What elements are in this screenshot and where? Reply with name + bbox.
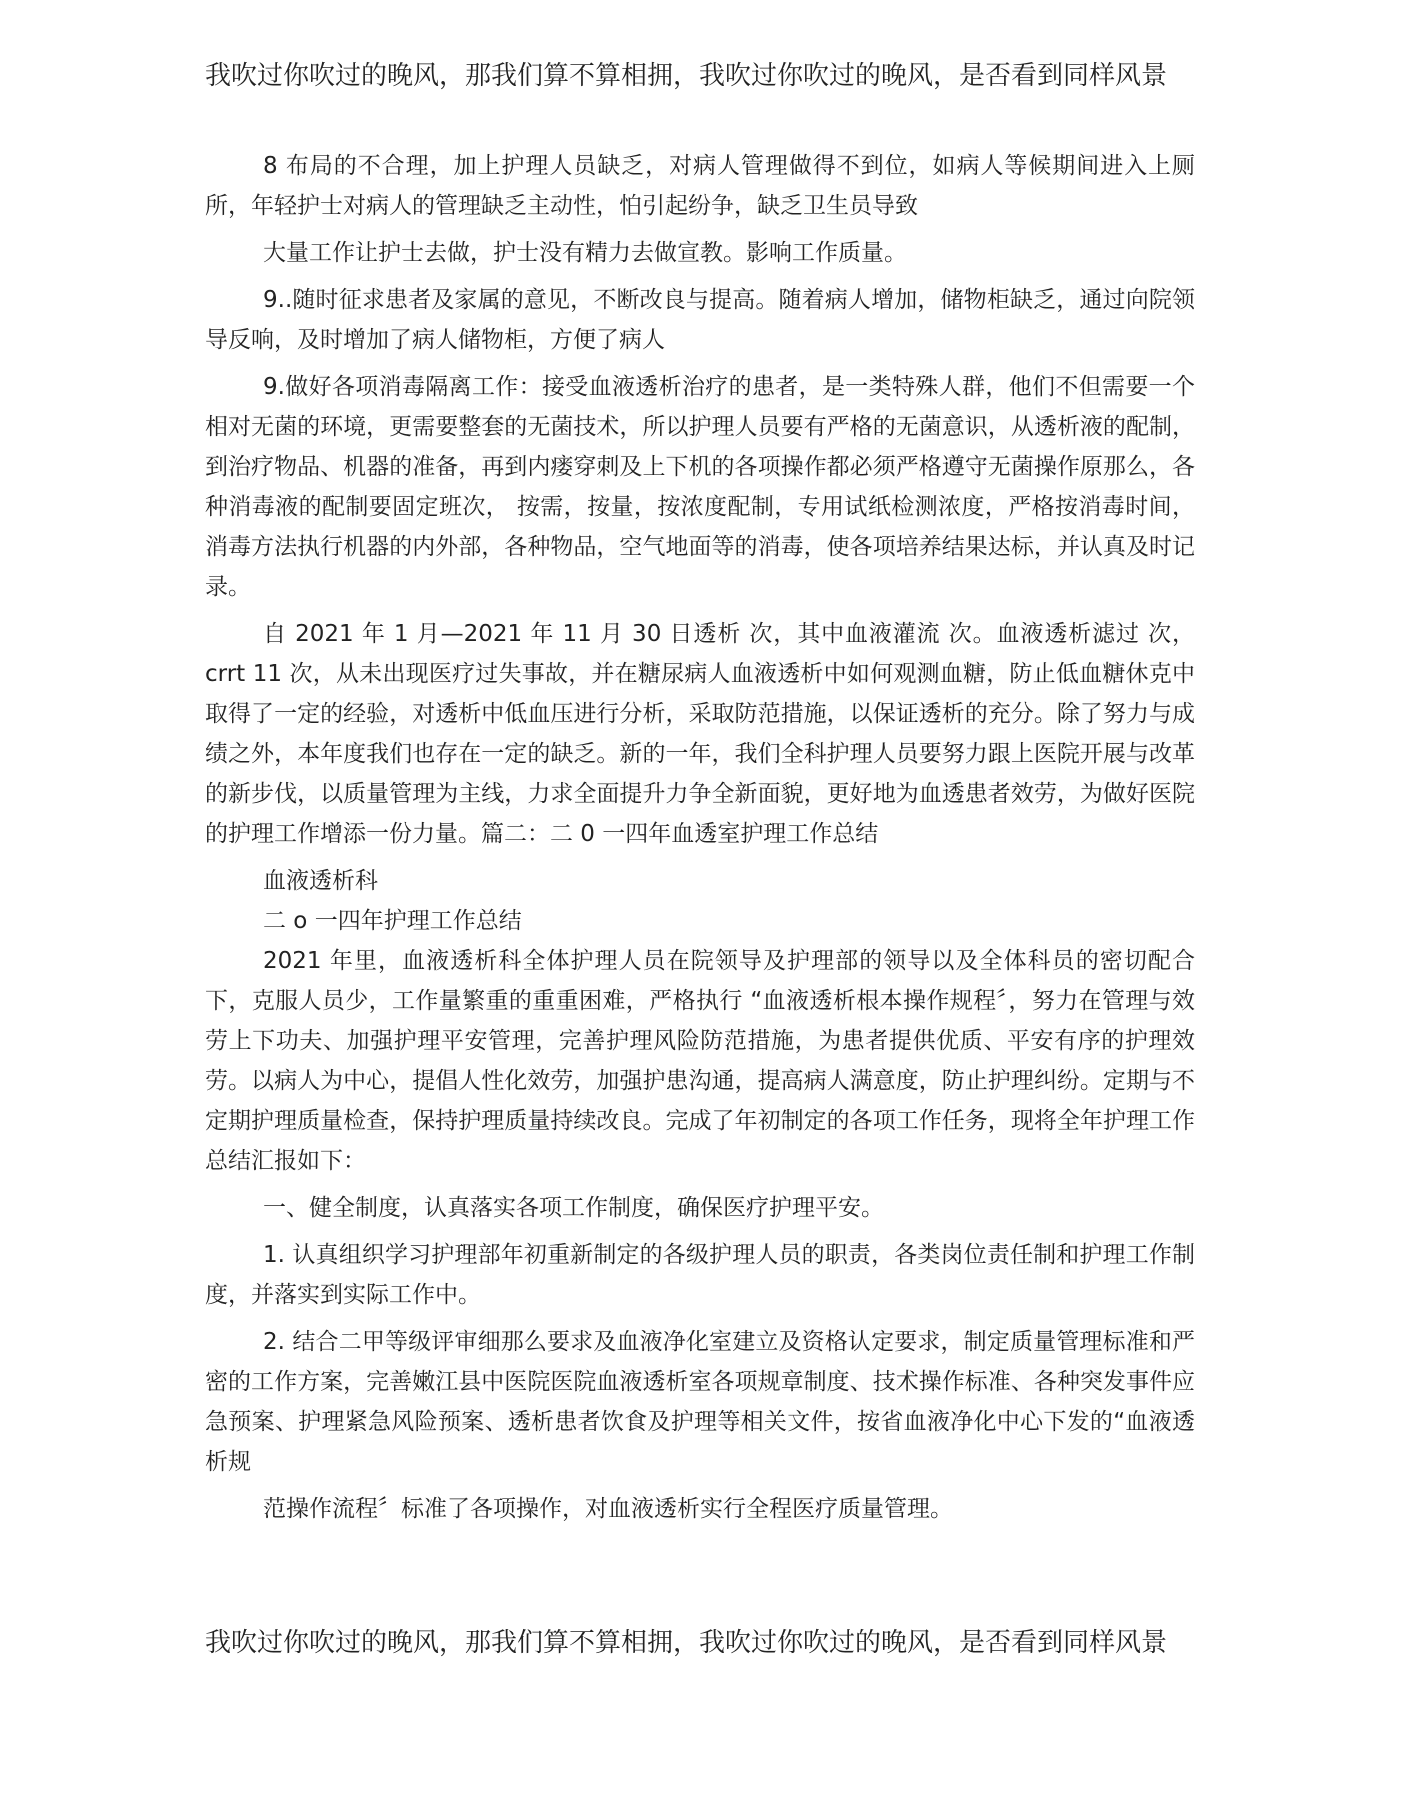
paragraph: 大量工作让护士去做，护士没有精力去做宣教。影响工作质量。 xyxy=(263,240,907,266)
paragraph: 8 布局的不合理，加上护理人员缺乏，对病人管理做得不到位，如病人等候期间进入上厕所，年轻护士对病人的管理缺乏主动性，怕引起纷争，缺乏卫生员导致 xyxy=(205,153,1195,219)
paragraph: 9..随时征求患者及家属的意见，不断改良与提高。随着病人增加，储物柜缺乏，通过向院领导反响，及时增加了病人储物柜，方便了病人 xyxy=(205,287,1195,353)
paragraph: 一、健全制度，认真落实各项工作制度，确保医疗护理平安。 xyxy=(263,1195,884,1221)
paragraph: 二 o 一四年护理工作总结 xyxy=(263,908,522,934)
paragraph: 9.做好各项消毒隔离工作：接受血液透析治疗的患者，是一类特殊人群，他们不但需要一个相对无菌的环境，更需要整套的无菌技术，所以护理人员要有严格的无菌意识，从透析液的配制，到治疗物品、机器的准备，再到内瘘穿刺及上下机的各项操作都必须严格遵守无菌操作原那么，各种消毒液的配制要固定班次， 按需，按量，按浓度配制，专用试纸检测浓度，严格按消毒时间，消毒方法执行机器的内外部，各种物品，空气地面等的消毒，使各项培养结果达标，并认真及时记录。 xyxy=(205,374,1195,600)
paragraph: 自 2021 年 1 月—2021 年 11 月 30 日透析 次，其中血液灌流 次。血液透析滤过 次，crrt 11 次，从未出现医疗过失事故，并在糖尿病人血液透析中如何观测血糖，防止低血糖休克中取得了一定的经验，对透析中低血压进行分析，采取防范措施，以保证透析的充分。除了努力与成绩之外，本年度我们也存在一定的缺乏。新的一年，我们全科护理人员要努力跟上医院开展与改革的新步伐，以质量管理为主线，力求全面提升力争全新面貌，更好地为血透患者效劳，为做好医院的护理工作增添一份力量。篇二：二 0 一四年血透室护理工作总结 xyxy=(205,621,1195,847)
paragraph: 1. 认真组织学习护理部年初重新制定的各级护理人员的职责，各类岗位责任制和护理工作制度，并落实到实际工作中。 xyxy=(205,1242,1195,1308)
paragraph: 血液透析科 xyxy=(263,868,378,894)
page-footer: 我吹过你吹过的晚风，那我们算不算相拥，我吹过你吹过的晚风，是否看到同样风景 xyxy=(205,1628,1168,1658)
paragraph: 2. 结合二甲等级评审细那么要求及血液净化室建立及资格认定要求，制定质量管理标准和严密的工作方案，完善嫩江县中医院医院血液透析室各项规章制度、技术操作标准、各种突发事件应急预案、护理紧急风险预案、透析患者饮食及护理等相关文件，按省血液净化中心下发的“血液透析规 xyxy=(205,1329,1195,1475)
document-body xyxy=(205,146,1195,1536)
paragraph: 范操作流程〞标准了各项操作，对血液透析实行全程医疗质量管理。 xyxy=(263,1496,953,1522)
paragraph: 2021 年里，血液透析科全体护理人员在院领导及护理部的领导以及全体科员的密切配合下，克服人员少，工作量繁重的重重困难，严格执行 “血液透析根本操作规程〞，努力在管理与效劳上下功夫、加强护理平安管理，完善护理风险防范措施，为患者提供优质、平安有序的护理效劳。以病人为中心，提倡人性化效劳，加强护患沟通，提高病人满意度，防止护理纠纷。定期与不定期护理质量检查，保持护理质量持续改良。完成了年初制定的各项工作任务，现将全年护理工作总结汇报如下： xyxy=(205,948,1195,1174)
page-header: 我吹过你吹过的晚风，那我们算不算相拥，我吹过你吹过的晚风，是否看到同样风景 xyxy=(205,61,1168,91)
